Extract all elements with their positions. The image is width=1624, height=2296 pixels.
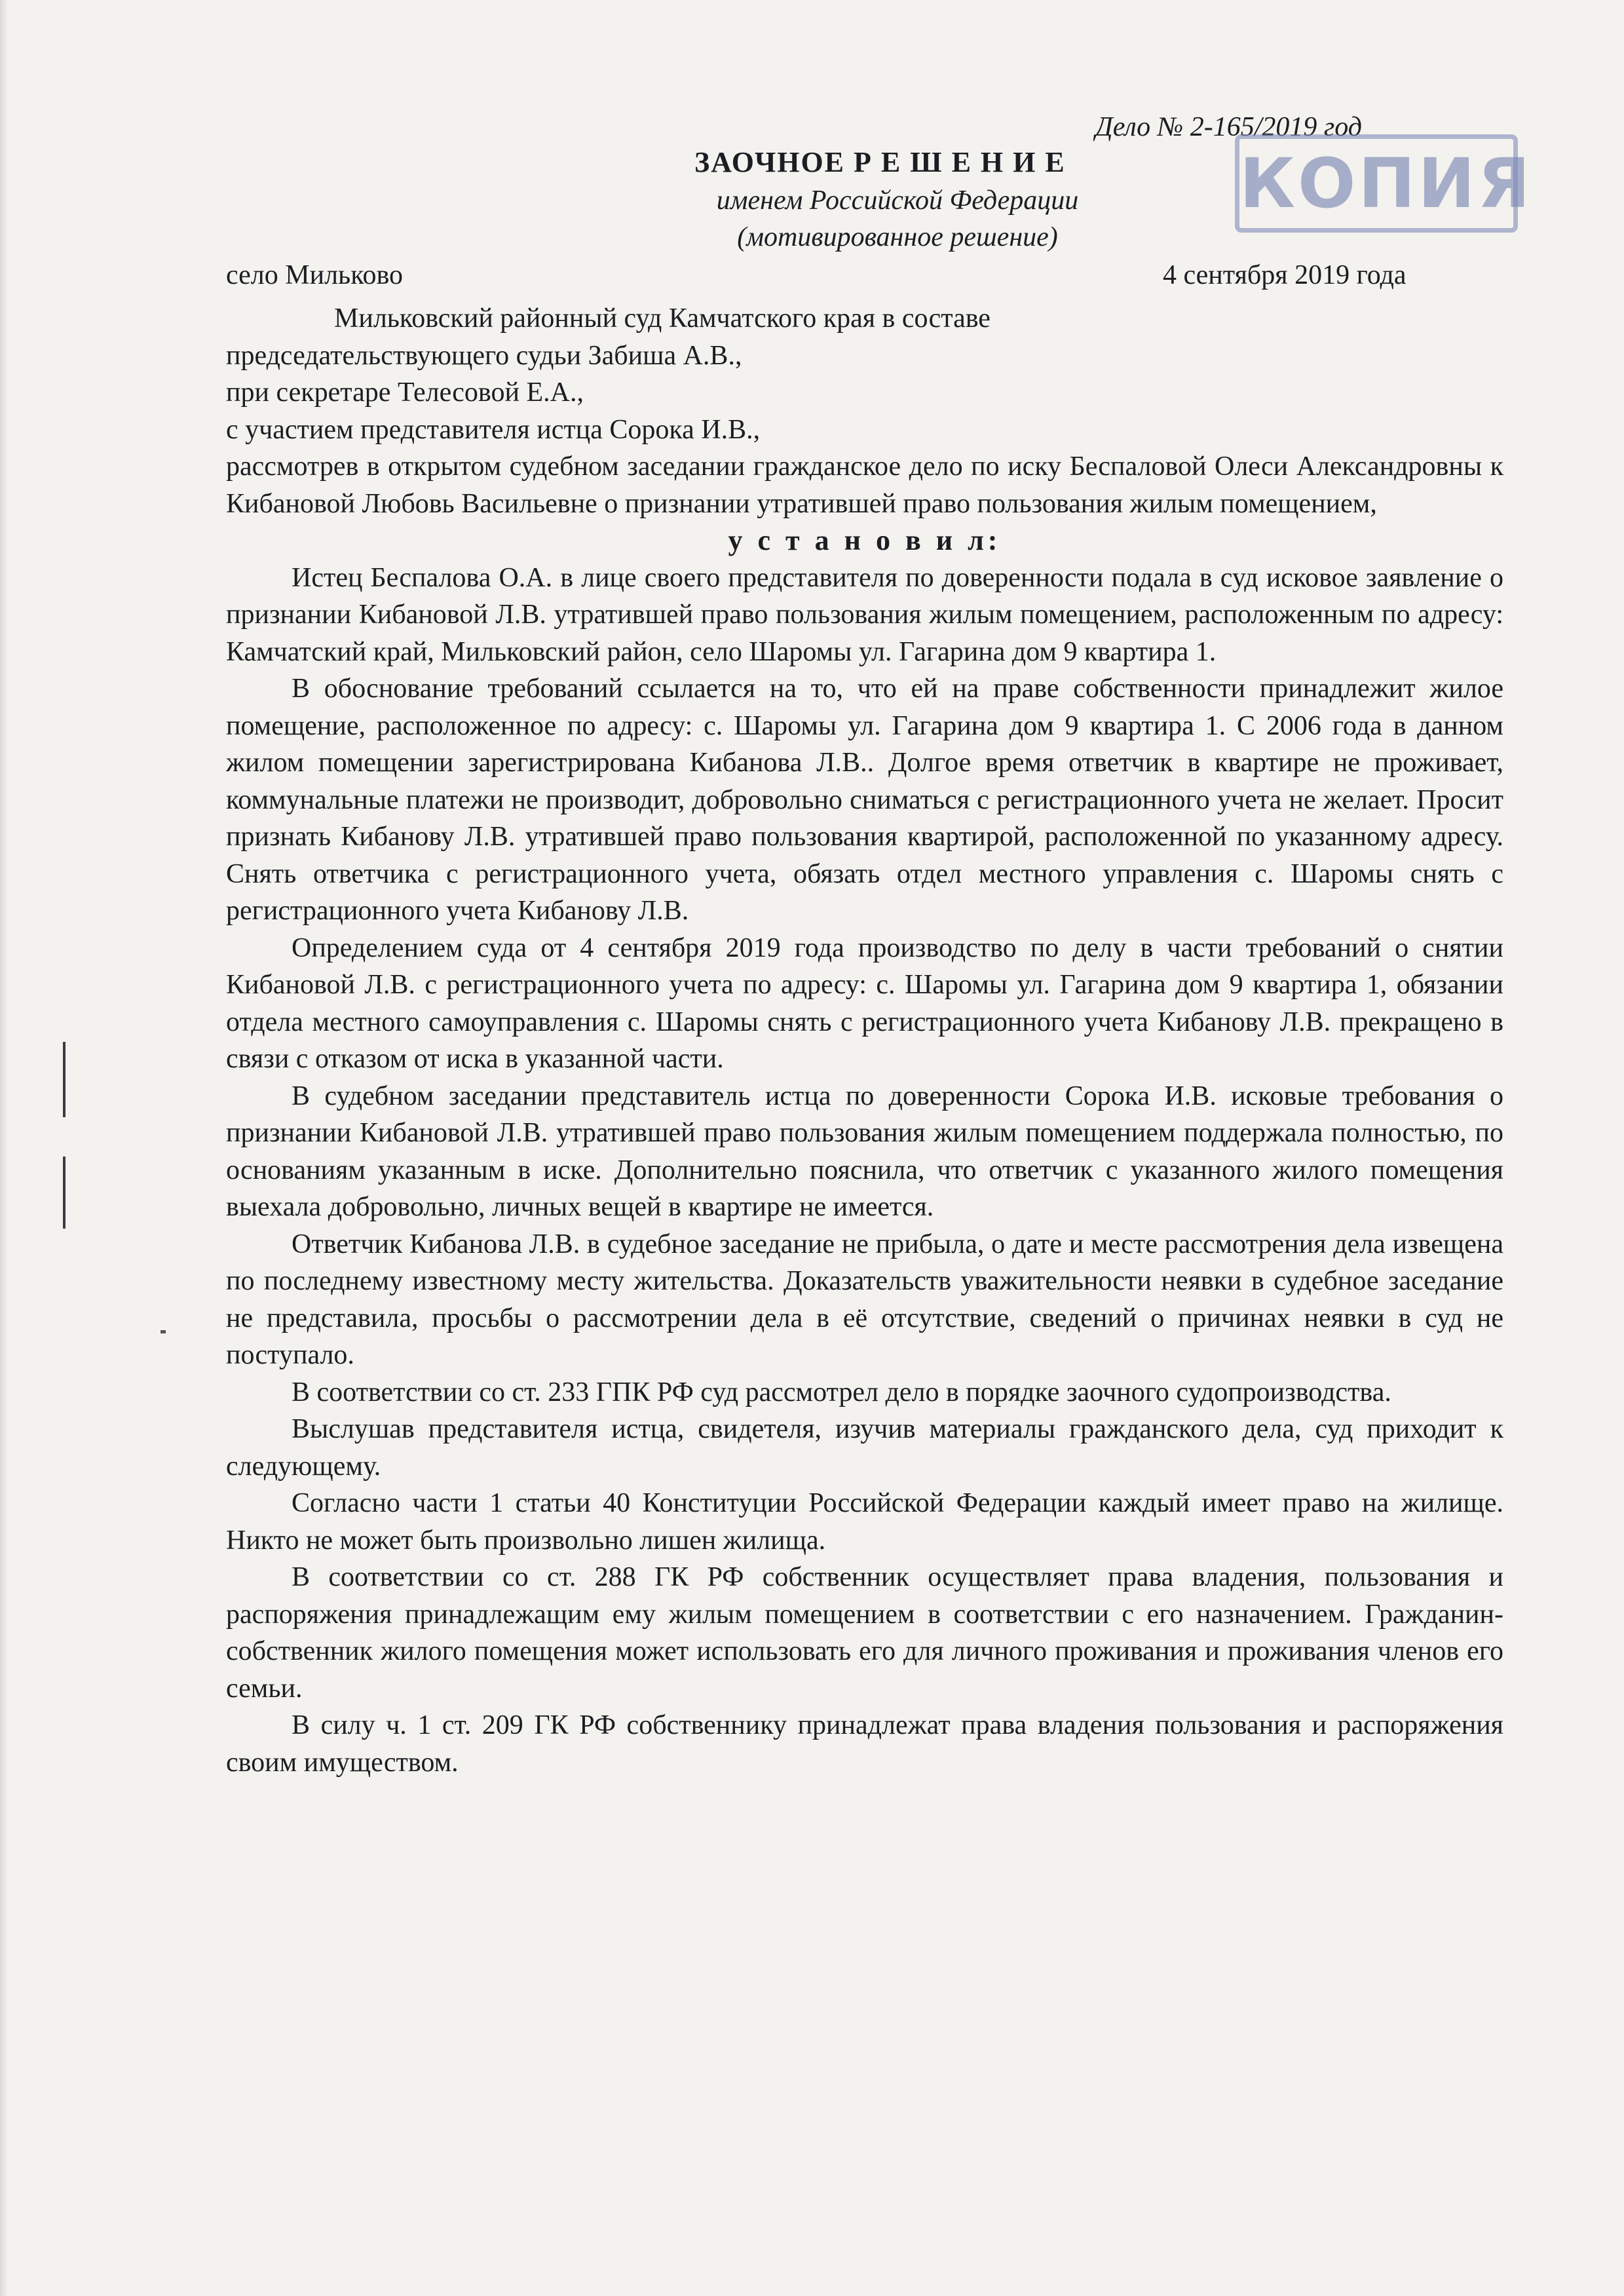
paragraph: Согласно части 1 статьи 40 Конституции Российской Федерации каждый имеет право на жилище. Никто не может быть произвольно лишен жилища. <box>226 1488 1503 1556</box>
margin-mark <box>63 1042 66 1117</box>
document-subtitle-note: (мотивированное решение) <box>737 222 1058 252</box>
paragraph: В соответствии со ст. 233 ГПК РФ суд рассмотрел дело в порядке заочного судопроизводства. <box>292 1377 1391 1407</box>
intro-line: Мильковский районный суд Камчатского края в составе <box>334 303 991 334</box>
intro-line: при секретаре Телесовой Е.А., <box>226 377 584 408</box>
paragraph: В обоснование требований ссылается на то, что ей на праве собственности принадлежит жилое помещение, расположенное по адресу: с. Шаромы ул. Гагарина дом 9 квартира 1. С 2006 года в данном жилом помещении зарегистрирована Кибанова Л.В.. Долгое время ответчик в квартире не проживает, коммунальные платежи не производит, добровольно сниматься с регистрационного учета не желает. Просит признать Кибанову Л.В. утратившей право пользования квартирой, расположенной по указанному адресу. Снять ответчика с регистрационного учета, обязать отдел местного управления с. Шаромы снять с регистрационного учета Кибанову Л.В. <box>226 674 1503 926</box>
intro-paragraph: рассмотрев в открытом судебном заседании гражданское дело по иску Беспаловой Олеси Александровны к Кибановой Любовь Васильевне о признании утратившей право пользования жилым помещением, <box>226 451 1503 519</box>
decision-date: 4 сентября 2019 года <box>1163 260 1407 290</box>
section-heading: у с т а н о в и л: <box>728 524 1002 556</box>
case-number: Дело № 2-165/2019 год <box>1095 112 1362 142</box>
scan-speck <box>161 1330 166 1333</box>
intro-line: председательствующего судьи Забиша А.В., <box>226 340 742 371</box>
paragraph: Выслушав представителя истца, свидетеля, изучив материалы гражданского дела, суд приходит к следующему. <box>226 1414 1503 1482</box>
place: село Мильково <box>226 260 404 290</box>
document-subtitle: именем Российской Федерации <box>716 185 1079 216</box>
intro-line: с участием представителя истца Сорока И.В., <box>226 414 761 445</box>
paragraph: В соответствии со ст. 288 ГК РФ собственник осуществляет права владения, пользования и распоряжения принадлежащим ему жилым помещением в соответствии с его назначением. Гражданин-собственник жилого помещения может использовать его для личного проживания и проживания членов его семьи. <box>226 1562 1503 1704</box>
margin-mark <box>63 1157 66 1229</box>
copy-stamp: КОПИЯ <box>1235 134 1518 233</box>
document-body <box>226 300 1503 1781</box>
document-title: ЗАОЧНОЕ Р Е Ш Е Н И Е <box>694 146 1066 178</box>
paragraph: В судебном заседании представитель истца по доверенности Сорока И.В. исковые требования о признании Кибановой Л.В. утратившей право пользования жилым помещением поддержала полностью, по основаниям указанным в иске. Дополнительно пояснила, что ответчик с указанного жилого помещения выехала добровольно, личных вещей в квартире не имеется. <box>226 1081 1503 1222</box>
paragraph: Ответчик Кибанова Л.В. в судебное заседание не прибыла, о дате и месте рассмотрения дела извещена по последнему известному месту жительства. Доказательств уважительности неявки в судебное заседание не представила, просьбы о рассмотрении дела в её отсутствие, сведений о причинах неявки в суд не поступало. <box>226 1229 1503 1370</box>
paragraph: Истец Беспалова О.А. в лице своего представителя по доверенности подала в суд исковое заявление о признании Кибановой Л.В. утратившей право пользования жилым помещением, расположенным по адресу: Камчатский край, Мильковский район, село Шаромы ул. Гагарина дом 9 квартира 1. <box>226 562 1503 667</box>
paragraph: Определением суда от 4 сентября 2019 года производство по делу в части требований о снятии Кибановой Л.В. с регистрационного учета по адресу: с. Шаромы ул. Гагарина дом 9 квартира 1, обязании отдела местного самоуправления с. Шаромы снять с регистрационного учета Кибанову Л.В. прекращено в связи с отказом от иска в указанной части. <box>226 932 1503 1074</box>
page-edge <box>0 0 8 2296</box>
paragraph: В силу ч. 1 ст. 209 ГК РФ собственнику принадлежат права владения пользования и распоряжения своим имуществом. <box>226 1710 1503 1778</box>
